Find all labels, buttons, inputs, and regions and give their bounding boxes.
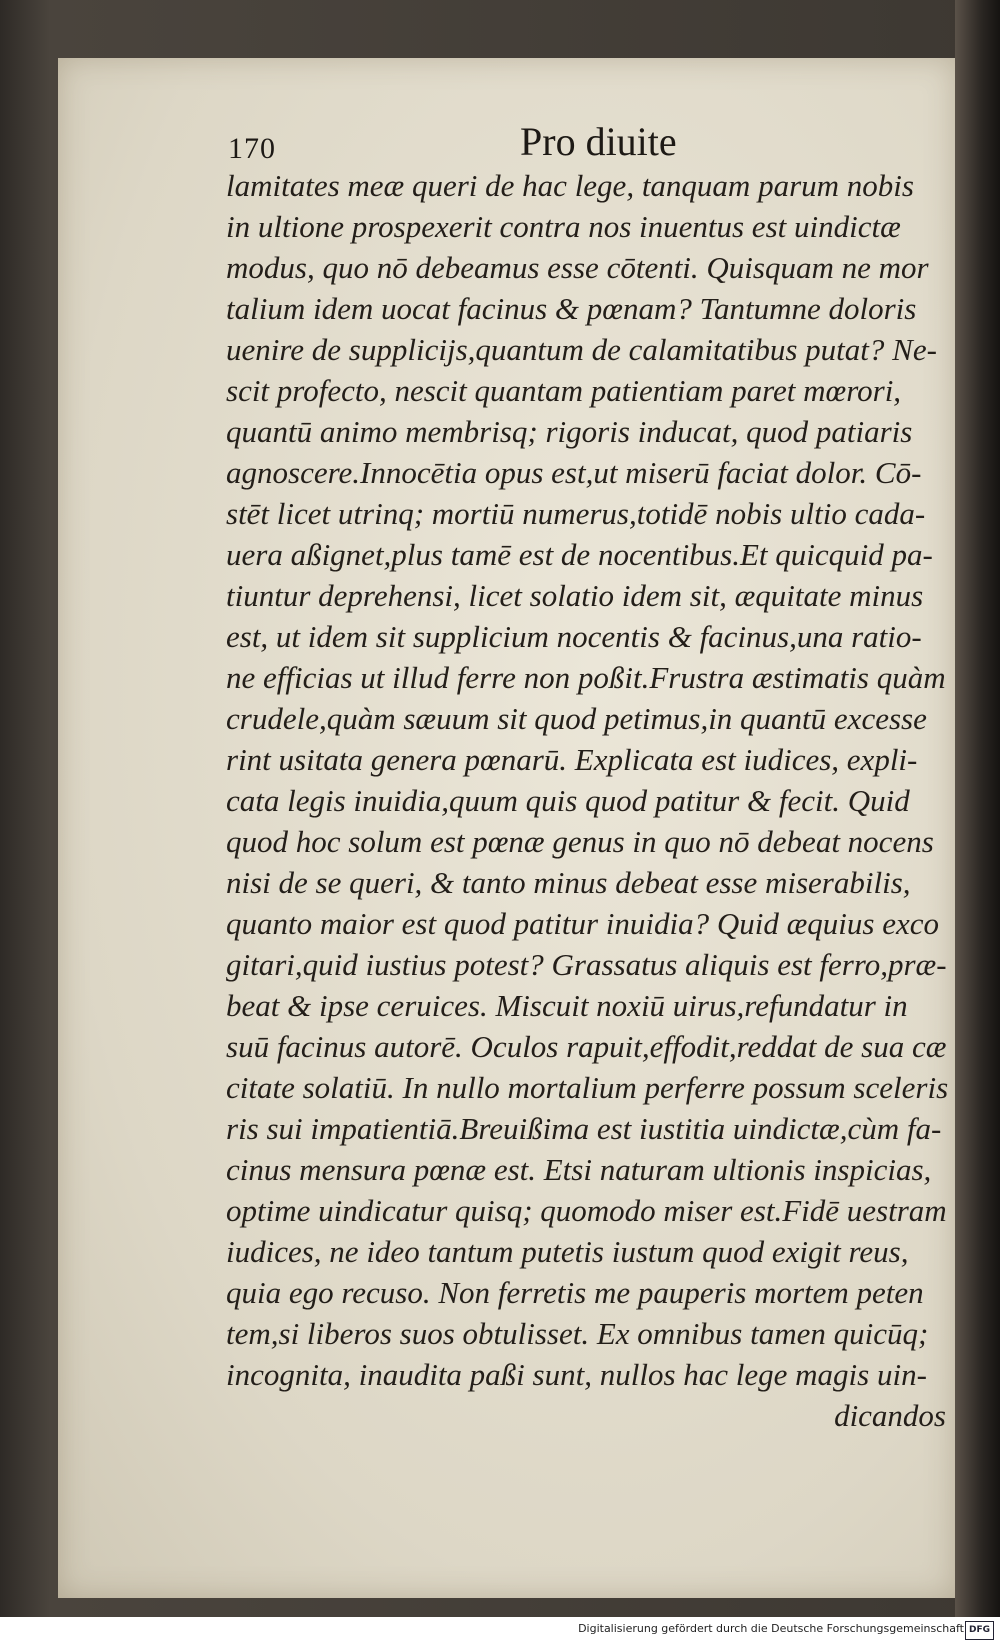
text-line: ne efficias ut illud ferre non poßit.Frustra æstimatis quàm (226, 660, 946, 695)
text-line: nisi de se queri, & tanto minus debeat esse miserabilis, (226, 865, 911, 900)
text-line: in ultione prospexerit contra nos inuentus est uindictæ (226, 209, 901, 244)
text-line: citate solatiū. In nullo mortalium perferre possum sceleris (226, 1070, 949, 1105)
dfg-logo-icon: DFG (965, 1621, 994, 1640)
digitization-footer (0, 1617, 1000, 1643)
page-header (228, 118, 928, 168)
text-line: beat & ipse ceruices. Miscuit noxiū uirus,refundatur in (226, 988, 908, 1023)
text-line: uera aßignet,plus tamē est de nocentibus.Et quicquid pa- (226, 537, 933, 572)
text-line: scit profecto, nescit quantam patientiam paret mœrori, (226, 373, 902, 408)
body-text (226, 165, 956, 1436)
text-line: gitari,quid iustius potest? Grassatus aliquis est ferro,præ- (226, 947, 947, 982)
text-line: iudices, ne ideo tantum putetis iustum quod exigit reus, (226, 1234, 909, 1269)
text-line: tiuntur deprehensi, licet solatio idem sit, æquitate minus (226, 578, 924, 613)
text-line: ris sui impatientiā.Breuißima est iustitia uindictæ,cùm fa- (226, 1111, 942, 1146)
text-line: talium idem uocat facinus & pœnam? Tantumne doloris (226, 291, 917, 326)
text-line: quod hoc solum est pœnæ genus in quo nō debeat nocens (226, 824, 934, 859)
text-line: tem,si liberos suos obtulisset. Ex omnibus tamen quicūq; (226, 1316, 929, 1351)
text-line: cinus mensura pœnæ est. Etsi naturam ultionis inspicias, (226, 1152, 932, 1187)
running-title: Pro diuite (520, 119, 677, 164)
text-line: optime uindicatur quisq; quomodo miser est.Fidē uestram (226, 1193, 947, 1228)
page-number: 170 (228, 132, 276, 165)
book-spine (955, 0, 1000, 1643)
text-line: crudele,quàm sæuum sit quod petimus,in quantū excesse (226, 701, 927, 736)
text-line: modus, quo nō debeamus esse cōtenti. Quisquam ne mor (226, 250, 929, 285)
text-line: est, ut idem sit supplicium nocentis & facinus,una ratio- (226, 619, 922, 654)
footer-credit: Digitalisierung gefördert durch die Deutsche Forschungsgemeinschaft (578, 1622, 964, 1635)
text-line: stēt licet utrinq; mortiū numerus,totidē nobis ultio cada- (226, 496, 926, 531)
text-line: uenire de supplicijs,quantum de calamitatibus putat? Ne- (226, 332, 937, 367)
text-line: quia ego recuso. Non ferretis me pauperis mortem peten (226, 1275, 924, 1310)
text-line: cata legis inuidia,quum quis quod patitur & fecit. Quid (226, 783, 910, 818)
text-line: lamitates meæ queri de hac lege, tanquam parum nobis (226, 168, 914, 203)
text-line: incognita, inaudita paßi sunt, nullos hac lege magis uin- (226, 1357, 927, 1392)
text-line: agnoscere.Innocētia opus est,ut miserū faciat dolor. Cō- (226, 455, 922, 490)
text-line: quanto maior est quod patitur inuidia? Quid æquius exco (226, 906, 939, 941)
catchword: dicandos (834, 1398, 946, 1433)
text-line: quantū animo membrisq; rigoris inducat, quod patiaris (226, 414, 913, 449)
text-line: suū facinus autorē. Oculos rapuit,effodit,reddat de sua cæ (226, 1029, 947, 1064)
text-line: rint usitata genera pœnarū. Explicata est iudices, expli- (226, 742, 918, 777)
